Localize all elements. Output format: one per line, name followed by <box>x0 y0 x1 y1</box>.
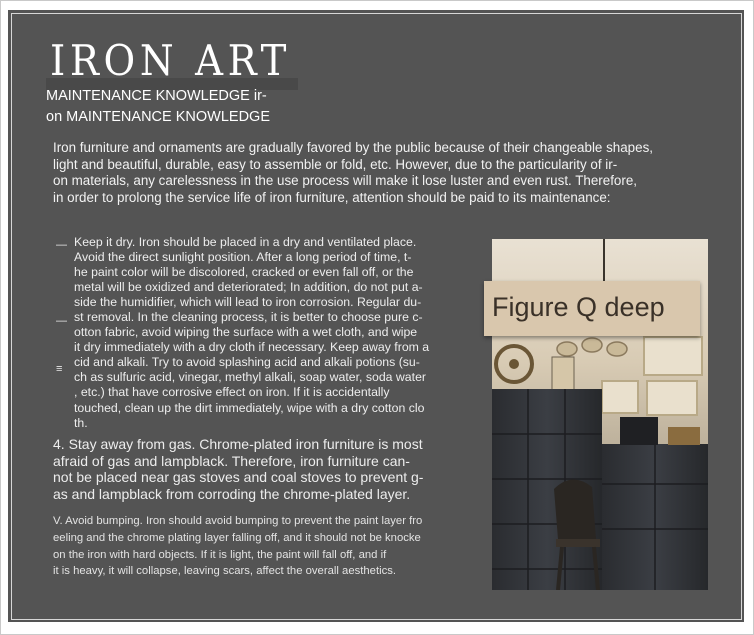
bullet-marker: — <box>56 315 67 327</box>
item-line: Avoid the direct sunlight position. After a long period of time, t- <box>74 250 412 265</box>
item-line: eeling and the chrome plating layer falling off, and it should not be knocke <box>53 531 421 544</box>
page-title: IRON ART <box>50 36 292 85</box>
intro-line: in order to prolong the service life of iron furniture, attention should be paid to its maintenance: <box>53 189 611 205</box>
item-line: it dry immediately with a dry cloth if necessary. Keep away from a <box>74 340 430 355</box>
item-line: on the iron with hard objects. If it is light, the paint will fall off, and if <box>53 548 387 561</box>
subtitle-line: MAINTENANCE KNOWLEDGE ir- <box>46 88 267 104</box>
subtitle-line: on MAINTENANCE KNOWLEDGE <box>46 109 270 125</box>
item-line: cid and alkali. Try to avoid splashing acid and alkali potions (su- <box>74 355 420 370</box>
figure-caption: Figure Q deep <box>492 292 665 322</box>
item-line: V. Avoid bumping. Iron should avoid bumping to prevent the paint layer fro <box>53 515 423 527</box>
item-line: 4. Stay away from gas. Chrome-plated iron furniture is most <box>53 436 423 452</box>
item-line: he paint color will be discolored, cracked or even fall off, or the <box>74 265 414 280</box>
item-line: afraid of gas and lampblack. Therefore, iron furniture can- <box>53 452 410 469</box>
item-line: ch as sulfuric acid, vinegar, methyl alkali, soap water, soda water <box>74 370 426 385</box>
intro-line: Iron furniture and ornaments are gradually favored by the public because of their changeable shapes, <box>53 140 653 155</box>
item-line: st removal. In the cleaning process, it is better to choose pure c- <box>74 310 423 325</box>
item-line: not be placed near gas stoves and coal stoves to prevent g- <box>53 469 424 486</box>
subtitle <box>46 86 306 128</box>
item-line: otton fabric, avoid wiping the surface with a wet cloth, and wipe <box>74 325 418 340</box>
item-line: Keep it dry. Iron should be placed in a dry and ventilated place. <box>74 235 417 249</box>
intro-line: on materials, any carelessness in the use process will make it lose luster and even rust. Therefore, <box>53 173 638 188</box>
item-line: side the humidifier, which will lead to iron corrosion. Regular du- <box>74 295 422 310</box>
item-line: it is heavy, it will collapse, leaving scars, affect the overall aesthetics. <box>53 565 397 578</box>
intro-line: light and beautiful, durable, easy to assemble or fold, etc. However, due to the particularity of ir- <box>53 156 618 172</box>
item-line: th. <box>74 415 88 430</box>
item-line: as and lampblack from corroding the chrome-plated layer. <box>53 485 411 502</box>
intro-paragraph <box>53 140 708 206</box>
bullet-marker: ≡ <box>56 363 63 375</box>
maintenance-item-bumping <box>53 513 478 580</box>
bullet-marker: — <box>56 239 67 251</box>
maintenance-item-gas <box>53 436 473 502</box>
item-line: touched, clean up the dirt immediately, wipe with a dry cotton clo <box>74 400 425 415</box>
figure-caption-box <box>484 281 700 336</box>
maintenance-item-dry <box>74 235 482 431</box>
item-line: , etc.) that have corrosive effect on iron. If it is accidentally <box>74 385 390 400</box>
item-line: metal will be oxidized and deteriorated; In addition, do not put a- <box>74 280 423 295</box>
